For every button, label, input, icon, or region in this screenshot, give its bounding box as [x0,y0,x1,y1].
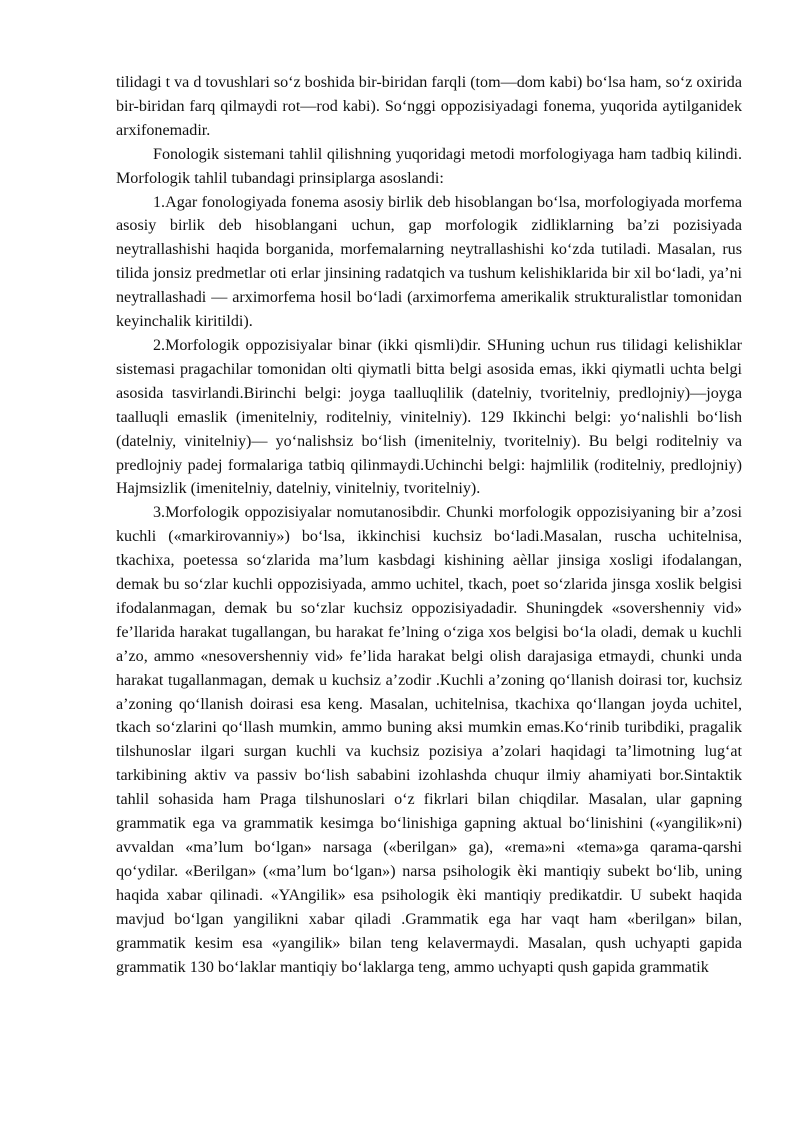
document-page [116,71,742,979]
paragraph: 2.Morfologik oppozisiyalar binar (ikki qismli)dir. SHuning uchun rus tilidagi kelishiklar sistemasi pragachilar tomonidan olti qiymatli bitta belgi asosida emas, ikki qiymatli uchta belgi asosida tasvirlandi.Birinchi belgi: joyga taalluqlilik (datelniy, tvoritelniy, predlojniy)—joyga taalluqli emaslik (imenitelniy, roditelniy, vinitelniy). 129 Ikkinchi belgi: yo‘nalishli bo‘lish (datelniy, vinitelniy)— yo‘nalishsiz bo‘lish (imenitelniy, tvoritelniy). Bu belgi roditelniy va predlojniy padej formalariga tatbiq qilinmaydi.Uchinchi belgi: hajmlilik (roditelniy, predlojniy) Hajmsizlik (imenitelniy, datelniy, vinitelniy, tvoritelniy). [116,336,742,498]
paragraph: tilidagi t va d tovushlari so‘z boshida bir-biridan farqli (tom—dom kabi) bo‘lsa ham, so‘z oxirida bir-biridan farq qilmaydi rot—rod kabi). So‘nggi oppozisiyadagi fonema, yuqorida aytilganidek arxifonemadir. [116,74,742,139]
paragraph: 3.Morfologik oppozisiyalar nomutanosibdir. Chunki morfologik oppozisiyaning bir a’zosi kuchli («markirovanniy») bo‘lsa, ikkinchisi kuchsiz bo‘ladi.Masalan, ruscha uchitelnisa, tkachixa, poetessa so‘zlarida ma’lum kasbdagi kishining aèllar jinsiga xosligi ifodalangan, demak bu so‘zlar kuchli oppozisiyada, ammo uchitel, tkach, poet so‘zlarida jinsga xoslik belgisi ifodalanmagan, demak bu so‘zlar kuchsiz oppozisiyadadir. Shuningdek «sovershenniy vid» fe’llarida harakat tugallangan, bu harakat fe’lning o‘ziga xos belgisi bo‘la oladi, demak u kuchli a’zo, ammo «nesovershenniy vid» fe’lida harakat belgi olish darajasiga etmaydi, chunki unda harakat tugallanmagan, demak u kuchsiz a’zodir .Kuchli a’zoning qo‘llanish doirasi tor, kuchsiz a’zoning qo‘llanish doirasi esa keng. Masalan, uchitelnisa, tkachixa qo‘llangan joyda uchitel, tkach so‘zlarini qo‘llash mumkin, ammo buning aksi mumkin emas.Ko‘rinib turibdiki, pragalik tilshunoslar ilgari surgan kuchli va kuchsiz pozisiya a’zolari haqidagi ta’limotning lug‘at tarkibining aktiv va passiv bo‘lish sababini izohlashda chuqur ilmiy ahamiyati bor.Sintaktik tahlil sohasida ham Praga tilshunoslari o‘z fikrlari bilan chiqdilar. Masalan, ular gapning grammatik ega va grammatik kesimga bo‘linishiga gapning aktual bo‘linishini («yangilik»ni) avvaldan «ma’lum bo‘lgan» narsaga («berilgan» ga), «rema»ni «tema»ga qarama-qarshi qo‘ydilar. «Berilgan» («ma’lum bo‘lgan») narsa psihologik èki mantiqiy subekt bo‘lib, uning haqida xabar qilinadi. «YAngilik» esa psihologik èki mantiqiy predikatdir. U subekt haqida mavjud bo‘lgan yangilikni xabar qiladi .Grammatik ega har vaqt ham «berilgan» bilan, grammatik kesim esa «yangilik» bilan teng kelavermaydi. Masalan, qush uchyapti gapida grammatik 130 bo‘laklar mantiqiy bo‘laklarga teng, ammo uchyapti qush gapida grammatik [116,504,742,976]
paragraph: 1.Agar fonologiyada fonema asosiy birlik deb hisoblangan bo‘lsa, morfologiyada morfema asosiy birlik deb hisoblangani uchun, gap morfologik zidliklarning ba’zi pozisiyada neytrallashishi haqida borganida, morfemalarning neytrallashishi ko‘zda tutiladi. Masalan, rus tilida jonsiz predmetlar oti erlar jinsining radatqich va tushum kelishiklarida bir xil bo‘ladi, ya’ni neytrallashadi — arximorfema hosil bo‘ladi (arximorfema amerikalik strukturalistlar tomonidan keyinchalik kiritildi). [116,193,742,331]
paragraph: Fonologik sistemani tahlil qilishning yuqoridagi metodi morfologiyaga ham tadbiq kilindi. Morfologik tahlil tubandagi prinsiplarga asoslandi: [116,145,742,187]
